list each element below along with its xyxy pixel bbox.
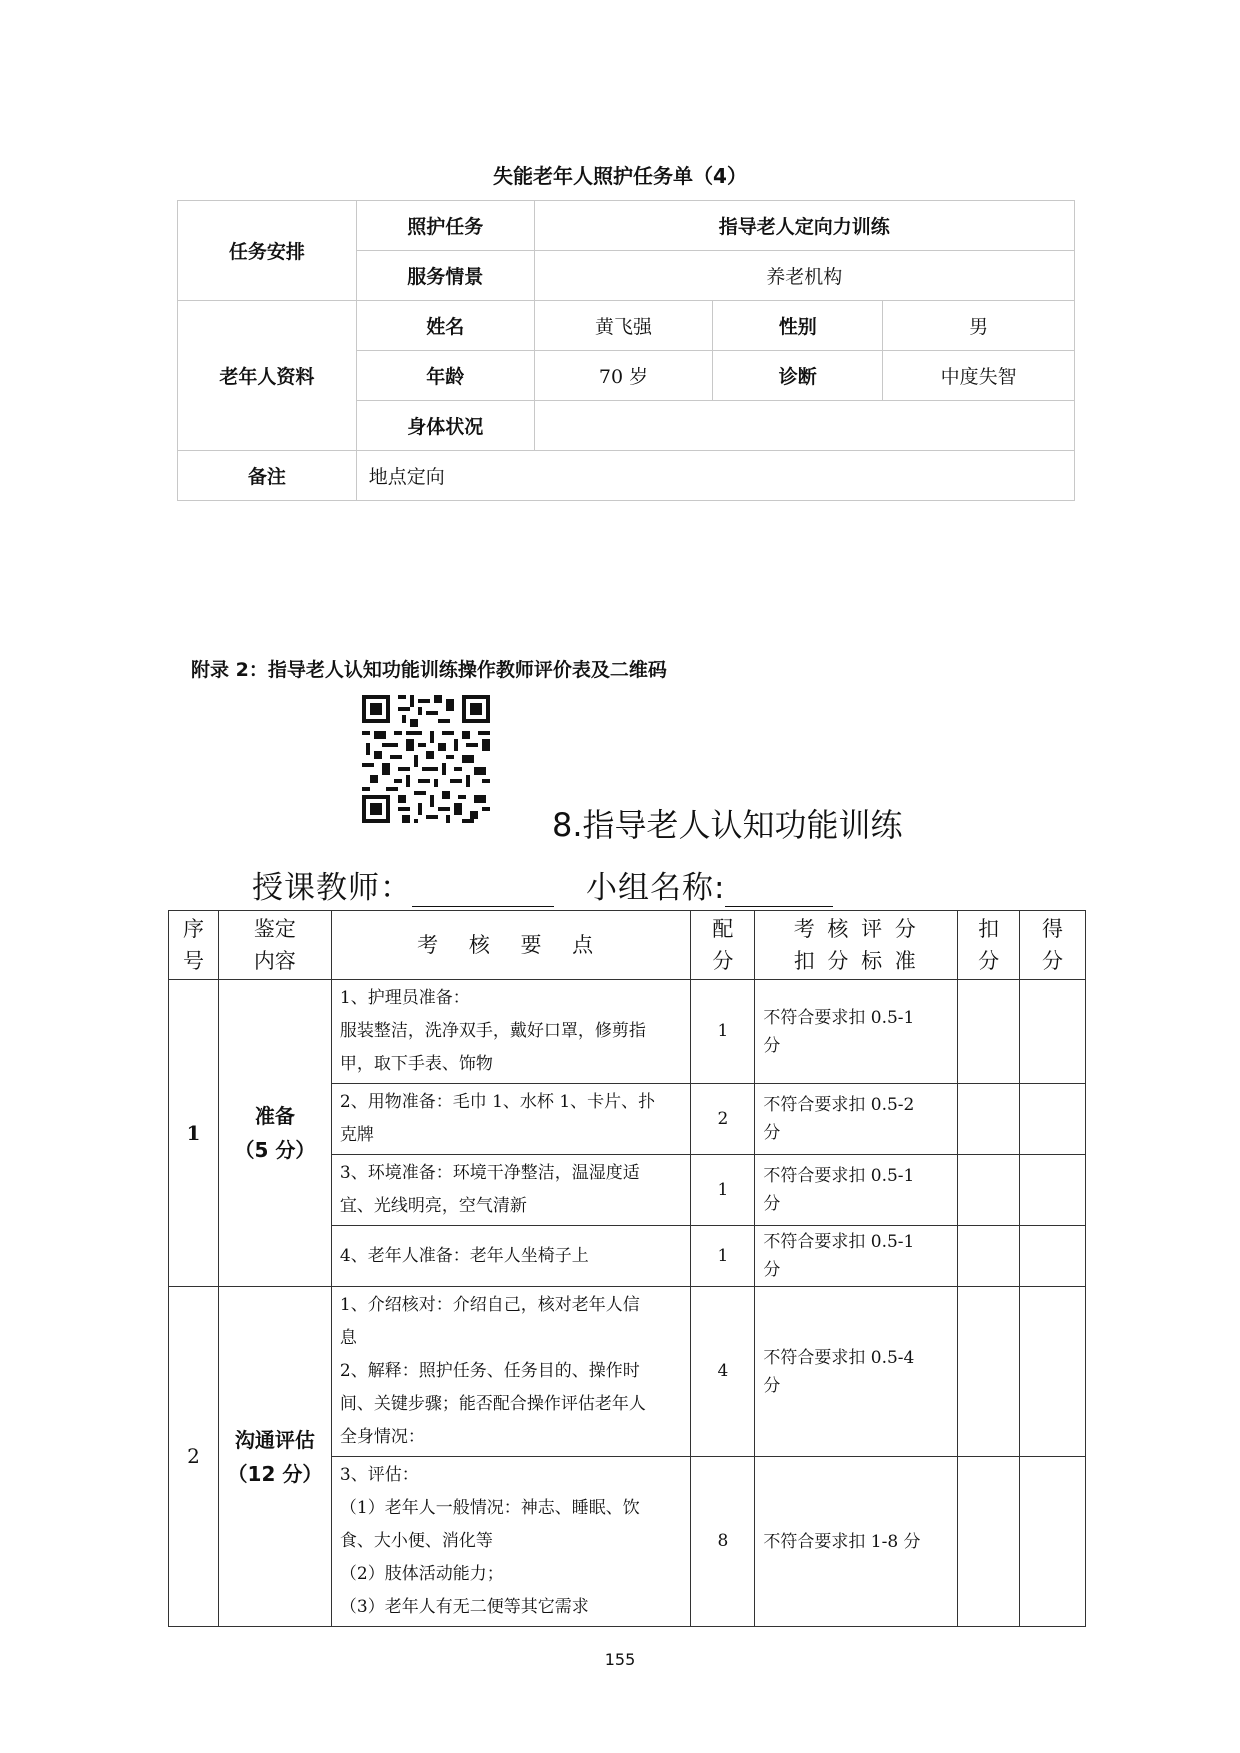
diagnosis-value: 中度失智 [883,351,1075,401]
score-cell: 1 [691,980,755,1084]
criteria-line: 分 [763,1194,781,1214]
deduct-cell[interactable] [958,1287,1020,1457]
criteria-line: 不符合要求扣 0.5-1 [763,1166,915,1186]
evaluation-table [168,910,1086,1627]
assessment-points [331,1287,691,1457]
elder-info-label: 老年人资料 [178,301,357,451]
header-content: 鉴定 内容 [218,911,331,980]
point-line: 1、护理员准备： [339,988,470,1008]
score-cell: 2 [691,1084,755,1155]
point-line: 2、用物准备：毛巾 1、水杯 1、卡片、扑 [339,1092,656,1112]
header-points: 考 核 要 点 [331,911,691,980]
point-line: 克牌 [339,1125,374,1145]
section-name [218,1287,331,1627]
point-line: （1）老年人一般情况：神志、睡眠、饮 [339,1498,640,1518]
criteria-line: 不符合要求扣 0.5-4 [763,1347,915,1368]
appendix-title: 附录 2：指导老人认知功能训练操作教师评价表及二维码 [191,659,667,681]
criteria-cell [755,1084,958,1155]
deduct-cell[interactable] [958,1457,1020,1627]
criteria-line: 不符合要求扣 0.5-1 [763,1007,915,1028]
remarks-value: 地点定向 [356,451,1074,501]
criteria-line: 分 [763,1260,781,1280]
page-number: 155 [604,1650,636,1669]
evaluation-body [169,980,1086,1627]
score-cell: 4 [691,1287,755,1457]
table-row [169,980,1086,1084]
point-line: 1、介绍核对：介绍自己，核对老年人信 [339,1295,640,1315]
table-row [169,1287,1086,1457]
score-cell: 1 [691,1155,755,1226]
service-scene-value: 养老机构 [534,251,1074,301]
group-label: 小组名称: [586,870,726,906]
gender-value: 男 [883,301,1075,351]
header-score: 配 分 [691,911,755,980]
score-cell: 8 [691,1457,755,1627]
age-label: 年龄 [356,351,534,401]
criteria-line: 不符合要求扣 0.5-2 [763,1095,915,1115]
section-title: 准备 [254,1104,295,1128]
criteria-line: 不符合要求扣 1-8 分 [763,1531,921,1552]
point-line: 3、评估： [339,1465,419,1485]
age-value: 70 岁 [534,351,713,401]
section-total: （12 分） [227,1461,323,1486]
remarks-label: 备注 [178,451,357,501]
deduct-cell[interactable] [958,980,1020,1084]
teacher-group-line [252,862,833,907]
obtain-cell[interactable] [1020,1226,1086,1287]
header-seq: 序 号 [169,911,219,980]
task-sheet-table [177,200,1075,501]
obtain-cell[interactable] [1020,1084,1086,1155]
diagnosis-label: 诊断 [713,351,883,401]
point-line: （3）老年人有无二便等其它需求 [339,1597,589,1617]
assessment-points [331,1155,691,1226]
criteria-line: 不符合要求扣 0.5-1 [763,1232,915,1252]
point-line: 息 [339,1328,357,1348]
deduct-cell[interactable] [958,1084,1020,1155]
point-line: 服装整洁，洗净双手，戴好口罩，修剪指 [339,1021,646,1041]
point-line: 4、老年人准备：老年人坐椅子上 [339,1245,589,1266]
eval-form-heading: 8.指导老人认知功能训练 [552,806,903,844]
header-deduct: 扣 分 [958,911,1020,980]
point-line: 全身情况： [339,1427,425,1447]
teacher-label: 授课教师： [252,870,412,906]
header-criteria: 考 核 评 分 扣 分 标 准 [755,911,958,980]
criteria-line: 分 [763,1375,781,1396]
assessment-points [331,1457,691,1627]
criteria-cell [755,1457,958,1627]
care-task-label: 照护任务 [356,201,534,251]
criteria-cell [755,1155,958,1226]
point-line: 甲，取下手表、饰物 [339,1054,493,1074]
criteria-line: 分 [763,1123,781,1143]
point-line: 间、关键步骤；能否配合操作评估老年人 [339,1394,646,1414]
obtain-cell[interactable] [1020,1155,1086,1226]
criteria-line: 分 [763,1035,781,1056]
service-scene-label: 服务情景 [356,251,534,301]
section-title: 沟通评估 [234,1427,315,1452]
name-value: 黄飞强 [534,301,713,351]
assessment-points [331,1226,691,1287]
score-cell: 1 [691,1226,755,1287]
section-name [218,980,331,1287]
point-line: 2、解释：照护任务、任务目的、操作时 [339,1361,640,1381]
physical-label: 身体状况 [356,401,534,451]
section-seq: 2 [169,1287,219,1627]
obtain-cell[interactable] [1020,1287,1086,1457]
point-line: 食、大小便、消化等 [339,1531,493,1551]
physical-value [534,401,1074,451]
point-line: （2）肢体活动能力； [339,1564,504,1584]
care-task-value: 指导老人定向力训练 [534,201,1074,251]
criteria-cell [755,980,958,1084]
assessment-points [331,980,691,1084]
task-arrangement-label: 任务安排 [178,201,357,301]
criteria-cell [755,1226,958,1287]
name-label: 姓名 [356,301,534,351]
group-blank[interactable] [725,874,833,907]
obtain-cell[interactable] [1020,980,1086,1084]
task-sheet-title: 失能老年人照护任务单（4） [493,164,747,188]
obtain-cell[interactable] [1020,1457,1086,1627]
section-total: （5 分） [234,1138,316,1162]
point-line: 3、环境准备：环境干净整洁，温湿度适 [339,1163,640,1183]
deduct-cell[interactable] [958,1155,1020,1226]
criteria-cell [755,1287,958,1457]
point-line: 宜、光线明亮，空气清新 [339,1196,527,1216]
teacher-blank[interactable] [412,874,554,907]
assessment-points [331,1084,691,1155]
header-obtain: 得 分 [1020,911,1086,980]
deduct-cell[interactable] [958,1226,1020,1287]
section-seq: 1 [169,980,219,1287]
qr-code-icon [358,691,494,827]
gender-label: 性别 [713,301,883,351]
